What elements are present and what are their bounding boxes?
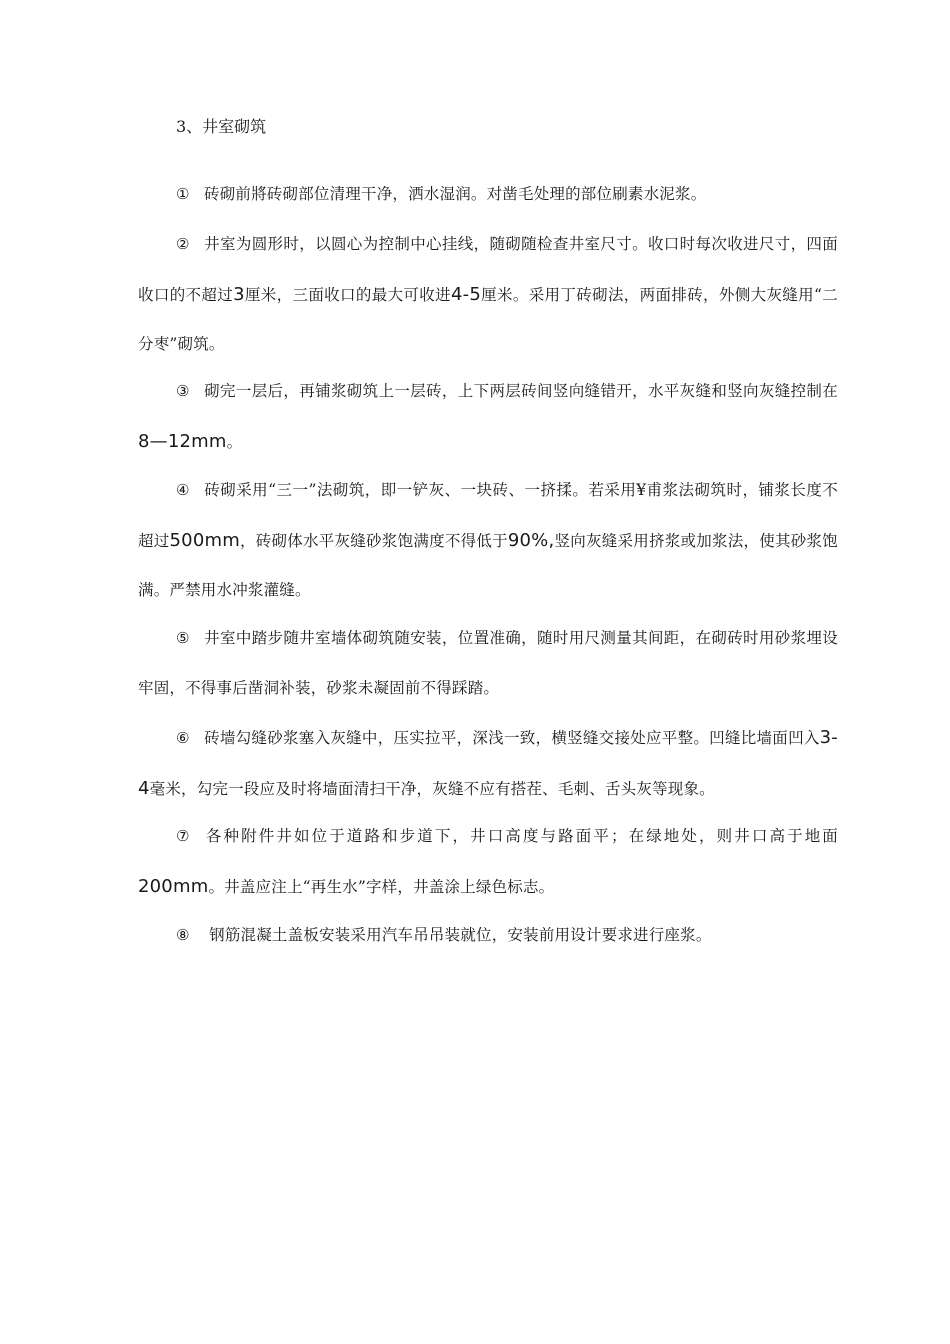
number-value: 3-4 bbox=[138, 727, 838, 799]
paragraph-text: 钢筋混凝土盖板安装采用汽车吊吊装就位，安装前用设计要求进行座浆。 bbox=[204, 926, 712, 944]
paragraph-text: 砖墙勾缝砂浆塞入灰缝中，压实拉平，深浅一致，横竖缝交接处应平整。凹缝比墙面凹入 bbox=[204, 729, 820, 747]
number-value: 4-5 bbox=[450, 283, 481, 305]
item-marker: ② bbox=[176, 235, 190, 253]
item-marker: ⑦ bbox=[176, 827, 190, 845]
paragraph-text: 井室中踏步随井室墙体砌筑随安装，位置准确，随时用尺测量其间距，在砌砖时用砂浆埋设牢固，不得事后凿洞补装，砂浆未凝固前不得踩踏。 bbox=[138, 629, 838, 697]
paragraph-text: 厘米，三面收口的最大可收进 bbox=[244, 285, 451, 304]
paragraph-text: 砖砌采用“三一”法砌筑，即一铲灰、一块砖、一挤揉。若采用¥甫浆法砌筑时，铺浆长度不超过 bbox=[138, 481, 838, 550]
paragraph-text: 毫米，勾完一段应及时将墙面清扫干净，灰缝不应有搭茬、毛刺、舌头灰等现象。 bbox=[149, 779, 715, 798]
section-heading: 3、井室砌筑 bbox=[176, 117, 267, 136]
item-marker: ① bbox=[176, 185, 190, 203]
number-value: 200mm bbox=[138, 875, 209, 897]
paragraph-7 bbox=[138, 812, 838, 912]
paragraph-text: 竖向灰缝采用挤浆或加浆法，使其砂浆饱满。严禁用水冲浆灌缝。 bbox=[138, 531, 838, 599]
paragraph-1 bbox=[138, 170, 838, 220]
number-value: 3 bbox=[233, 283, 245, 305]
paragraph-text: ，砖砌体水平灰缝砂浆饱满度不得低于 bbox=[239, 531, 508, 550]
paragraph-text: 井室为圆形时，以圆心为控制中心挂线，随砌随检查井室尺寸。收口时每次收进尺寸，四面收口的不超过 bbox=[138, 235, 838, 304]
paragraph-8 bbox=[138, 911, 838, 961]
paragraph-5 bbox=[138, 614, 838, 713]
paragraph-4 bbox=[138, 466, 838, 616]
item-marker: ⑤ bbox=[176, 629, 190, 647]
paragraph-text: 。 bbox=[226, 432, 243, 451]
item-marker: ④ bbox=[176, 481, 190, 499]
paragraph-text: 砖砌前將砖砌部位清理干净，洒水湿润。对凿毛处理的部位刷素水泥浆。 bbox=[204, 185, 707, 203]
paragraph-text: 。井盖应注上“再生水”字样，井盖涂上绿色标志。 bbox=[208, 877, 555, 896]
number-value: 500mm bbox=[169, 529, 240, 551]
paragraph-text: 各种附件井如位于道路和步道下，井口高度与路面平；在绿地处，则井口高于地面 bbox=[204, 827, 838, 845]
paragraph-text: 厘米。采用丁砖砌法，两面排砖，外侧大灰缝用“二分枣”砌筑。 bbox=[138, 285, 838, 353]
item-marker: ③ bbox=[176, 382, 190, 400]
paragraph-3 bbox=[138, 367, 838, 467]
paragraph-text: 砌完一层后，再铺浆砌筑上一层砖，上下两层砖间竖向缝错开，水平灰缝和竖向灰缝控制在 bbox=[204, 382, 838, 400]
item-marker: ⑧ bbox=[176, 926, 190, 944]
number-value: 90%, bbox=[507, 529, 555, 551]
number-value: 8—12mm bbox=[138, 430, 227, 452]
paragraph-6 bbox=[138, 713, 838, 814]
item-marker: ⑥ bbox=[176, 729, 190, 747]
paragraph-2 bbox=[138, 220, 838, 370]
